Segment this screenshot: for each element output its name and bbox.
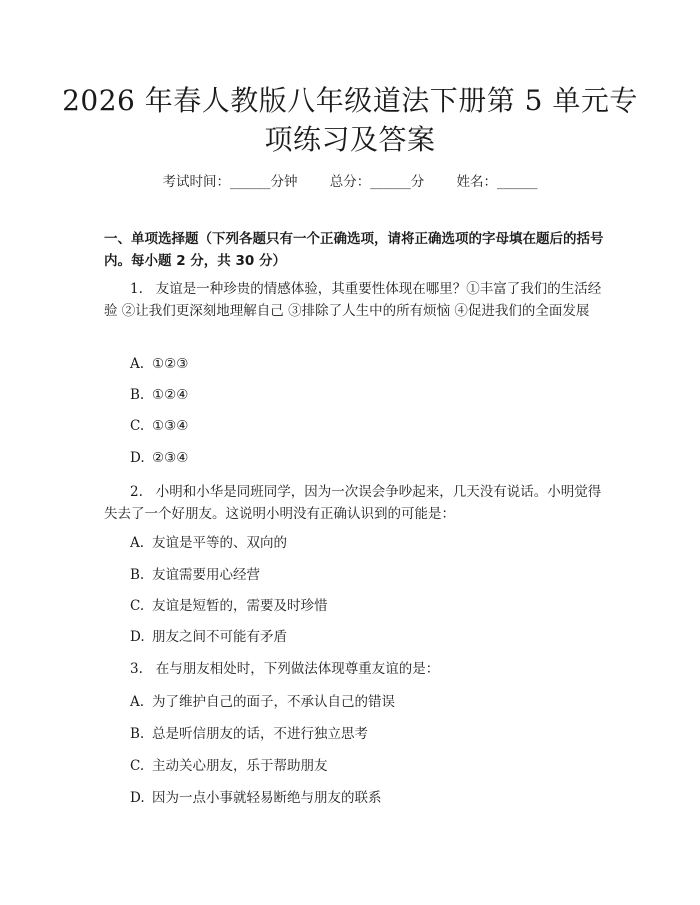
option-letter: D.	[130, 790, 145, 806]
question-1-stem: 1. 友谊是一种珍贵的情感体验，其重要性体现在哪里？①丰富了我们的生活经验 ②让我们更深刻地理解自己 ③排除了人生中的所有烦恼 ④促进我们的全面发展	[104, 281, 602, 319]
question-2-option-a	[130, 533, 600, 553]
option-text: 友谊是短暂的，需要及时珍惜	[152, 598, 328, 614]
exam-time-field: 考试时间：______分钟	[162, 174, 298, 190]
question-3-option-d	[130, 788, 600, 808]
student-name-field: 姓名：______	[456, 174, 538, 190]
option-letter: A.	[130, 356, 145, 372]
option-text: 友谊需要用心经营	[152, 567, 260, 583]
question-2-option-d	[130, 627, 600, 647]
option-letter: C.	[130, 758, 145, 774]
document-title-line-1: 2026 年春人教版八年级道法下册第 5 单元专	[62, 84, 638, 117]
question-2-option-b	[130, 565, 600, 585]
exam-meta	[0, 170, 700, 190]
document-title-line-2: 项练习及答案	[264, 123, 436, 156]
question-1-option-c	[130, 416, 600, 436]
question-1-option-b	[130, 385, 600, 405]
option-text: 为了维护自己的面子，不承认自己的错误	[152, 694, 395, 710]
option-letter: B.	[130, 567, 145, 583]
option-text: ②③④	[152, 450, 189, 466]
option-letter: B.	[130, 387, 145, 403]
option-letter: A.	[130, 535, 145, 551]
question-2-stem: 2. 小明和小华是同班同学，因为一次误会争吵起来，几天没有说话。小明觉得失去了一个好朋友。这说明小明没有正确认识到的可能是：	[104, 484, 602, 522]
option-letter: C.	[130, 598, 145, 614]
question-3-option-c	[130, 756, 600, 776]
question-3-option-a	[130, 692, 600, 712]
option-text: ①③④	[152, 418, 189, 434]
option-text: ①②④	[152, 387, 189, 403]
option-text: 友谊是平等的、双向的	[152, 535, 287, 551]
option-letter: D.	[130, 629, 145, 645]
option-text: ①②③	[152, 356, 189, 372]
section-heading: 一、单项选择题（下列各题只有一个正确选项，请将正确选项的字母填在题后的括号内。每小题 2 分，共 30 分）	[104, 231, 604, 269]
option-text: 因为一点小事就轻易断绝与朋友的联系	[152, 790, 382, 806]
question-3-stem: 3. 在与朋友相处时，下列做法体现尊重友谊的是：	[130, 661, 440, 677]
question-1-option-d	[130, 448, 600, 468]
question-2-option-c	[130, 596, 600, 616]
option-text: 主动关心朋友，乐于帮助朋友	[152, 758, 328, 774]
option-letter: B.	[130, 726, 145, 742]
question-1-option-a	[130, 354, 600, 374]
option-letter: C.	[130, 418, 145, 434]
option-text: 总是听信朋友的话，不进行独立思考	[152, 726, 368, 742]
option-letter: A.	[130, 694, 145, 710]
total-score-field: 总分：______分	[329, 174, 425, 190]
option-letter: D.	[130, 450, 145, 466]
question-3-option-b	[130, 724, 600, 744]
option-text: 朋友之间不可能有矛盾	[152, 629, 287, 645]
